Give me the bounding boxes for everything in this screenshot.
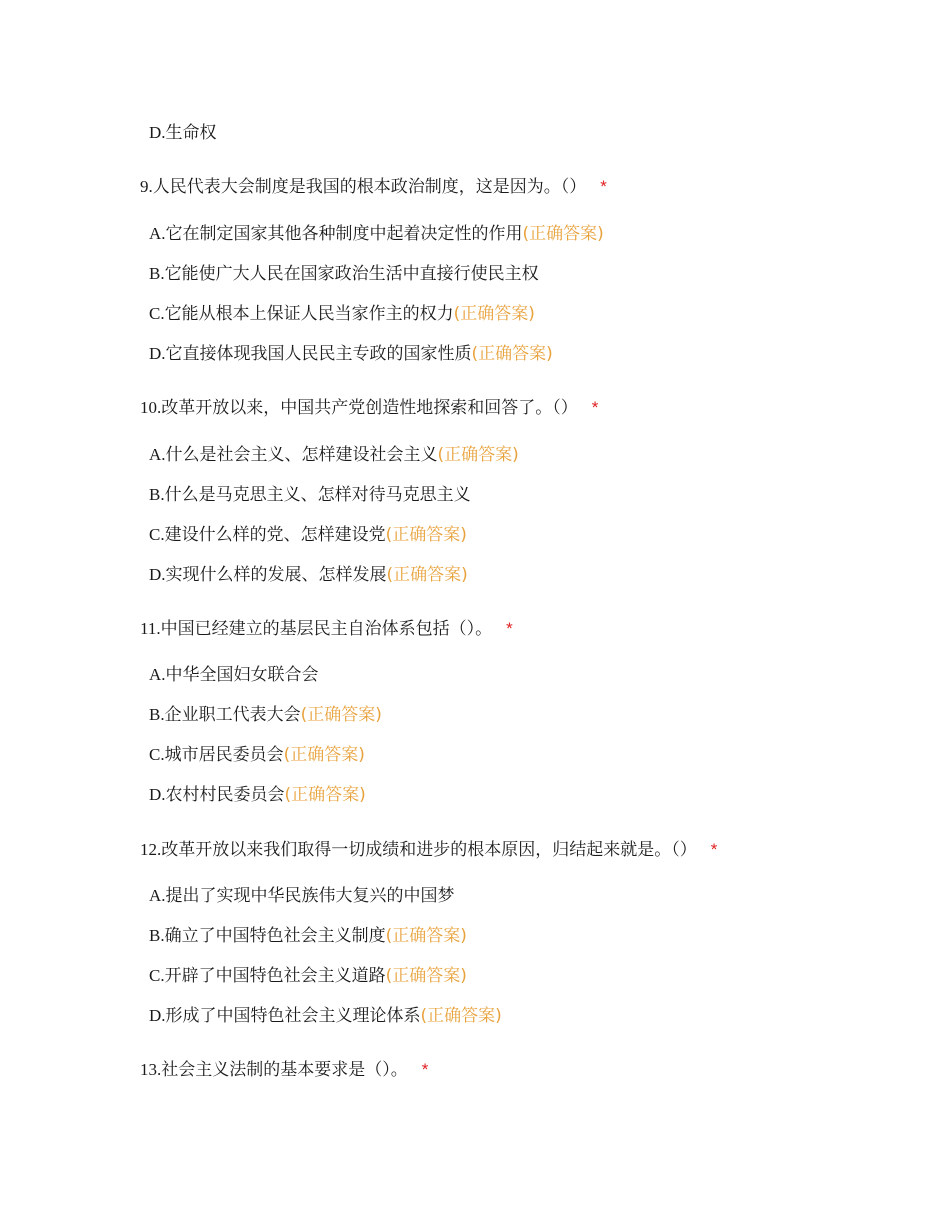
correct-answer-tag: (正确答案): [437, 445, 519, 465]
option-line: [149, 443, 519, 467]
option-prefix: C.: [149, 966, 165, 985]
option-prefix: A.: [149, 445, 166, 464]
option-line: [149, 483, 471, 507]
option-prefix: A.: [149, 886, 166, 905]
option-text: 它在制定国家其他各种制度中起着决定性的作用: [165, 224, 523, 244]
correct-answer-tag: (正确答案): [385, 525, 467, 545]
option-prefix: D.: [149, 565, 166, 584]
option-text: 城市居民委员会: [164, 745, 284, 765]
required-star: *: [600, 177, 607, 196]
option-line: [149, 1004, 502, 1028]
correct-answer-tag: (正确答案): [283, 745, 365, 765]
question-line: [140, 617, 513, 641]
correct-answer-tag: (正确答案): [300, 705, 382, 725]
option-prefix: B.: [149, 264, 165, 283]
option-line: [149, 523, 467, 547]
option-prefix: C.: [149, 525, 165, 544]
option-line: [149, 703, 382, 727]
question-line: [140, 396, 598, 420]
option-text: 它能从根本上保证人民当家作主的权力: [164, 304, 454, 324]
option-line: [149, 964, 467, 988]
option-text: 中华全国妇女联合会: [165, 665, 319, 685]
question-text: 人民代表大会制度是我国的根本政治制度，这是因为。（）: [152, 177, 587, 197]
option-line: [149, 924, 467, 948]
option-text: 生命权: [165, 123, 217, 143]
required-star: *: [506, 619, 513, 638]
option-text: 它直接体现我国人民民主专政的国家性质: [165, 344, 472, 364]
required-star: *: [710, 840, 718, 859]
option-text: 形成了中国特色社会主义理论体系: [165, 1006, 421, 1026]
question-line: [140, 838, 717, 862]
option-line: [149, 783, 366, 807]
option-prefix: A.: [149, 224, 166, 243]
option-prefix: B.: [149, 926, 165, 945]
question-number: 13.: [140, 1060, 162, 1079]
correct-answer-tag: (正确答案): [522, 224, 604, 244]
option-line: [149, 121, 217, 145]
question-number: 9.: [140, 177, 153, 196]
correct-answer-tag: (正确答案): [471, 344, 553, 364]
option-prefix: C.: [149, 304, 165, 323]
option-prefix: B.: [149, 485, 165, 504]
question-text: 改革开放以来，中国共产党创造性地探索和回答了。（）: [161, 398, 578, 418]
option-prefix: A.: [149, 665, 166, 684]
option-text: 开辟了中国特色社会主义道路: [164, 966, 386, 986]
option-text: 农村村民委员会: [165, 785, 285, 805]
option-prefix: C.: [149, 745, 165, 764]
question-number: 10.: [140, 398, 162, 417]
question-line: [140, 175, 607, 199]
question-number: 11.: [140, 619, 161, 638]
question-text: 中国已经建立的基层民主自治体系包括（）。: [160, 619, 493, 639]
correct-answer-tag: (正确答案): [453, 304, 535, 324]
option-line: [149, 663, 319, 687]
option-line: [149, 302, 535, 326]
option-text: 确立了中国特色社会主义制度: [164, 926, 386, 946]
option-line: [149, 743, 365, 767]
option-prefix: B.: [149, 705, 165, 724]
question-text: 改革开放以来我们取得一切成绩和进步的根本原因，归结起来就是。（）: [161, 840, 697, 860]
correct-answer-tag: (正确答案): [386, 565, 468, 585]
question-text: 社会主义法制的基本要求是（）。: [161, 1060, 408, 1080]
option-text: 建设什么样的党、怎样建设党: [164, 525, 386, 545]
option-prefix: D.: [149, 785, 166, 804]
option-text: 实现什么样的发展、怎样发展: [165, 565, 387, 585]
question-line: [140, 1058, 428, 1082]
required-star: *: [591, 398, 599, 417]
correct-answer-tag: (正确答案): [385, 926, 467, 946]
option-line: [149, 262, 539, 286]
question-number: 12.: [140, 840, 162, 859]
required-star: *: [421, 1060, 429, 1079]
option-text: 什么是社会主义、怎样建设社会主义: [165, 445, 438, 465]
option-line: [149, 563, 468, 587]
correct-answer-tag: (正确答案): [385, 966, 467, 986]
option-line: [149, 342, 553, 366]
option-prefix: D.: [149, 123, 166, 142]
correct-answer-tag: (正确答案): [420, 1006, 502, 1026]
option-text: 企业职工代表大会: [164, 705, 301, 725]
option-text: 它能使广大人民在国家政治生活中直接行使民主权: [164, 264, 539, 284]
option-text: 什么是马克思主义、怎样对待马克思主义: [164, 485, 471, 505]
option-line: [149, 884, 455, 908]
correct-answer-tag: (正确答案): [284, 785, 366, 805]
option-line: [149, 222, 604, 246]
option-text: 提出了实现中华民族伟大复兴的中国梦: [165, 886, 455, 906]
option-prefix: D.: [149, 344, 166, 363]
option-prefix: D.: [149, 1006, 166, 1025]
